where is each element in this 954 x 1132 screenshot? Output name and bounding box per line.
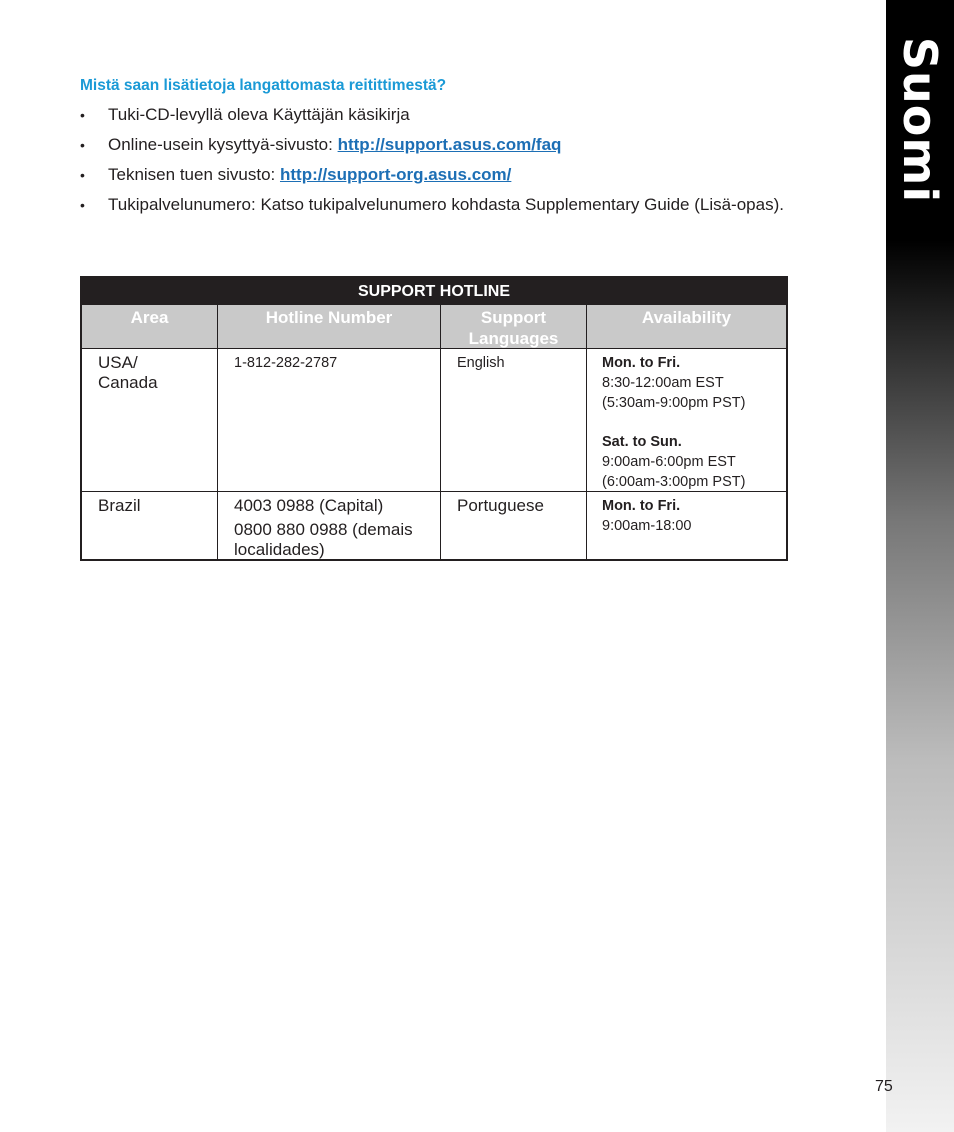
- support-link[interactable]: http://support-org.asus.com/: [279, 165, 512, 184]
- list-item: [80, 105, 850, 125]
- page-number: 75: [875, 1078, 893, 1095]
- table-cell-availability: [587, 348, 786, 491]
- availability-time: 8:30-12:00am EST: [602, 375, 724, 391]
- list-item-text: Online-usein kysyttyä-sivusto:: [108, 135, 338, 154]
- language-text: Portuguese: [457, 496, 544, 515]
- table-cell-number: [218, 348, 441, 491]
- section-heading: Mistä saan lisätietoja langattomasta reitittimestä?: [80, 77, 447, 94]
- column-header-hotline-number: Hotline Number: [218, 304, 441, 348]
- hotline-number: 0800 880 0988 (demais localidades): [234, 520, 413, 559]
- side-tab-title: [886, 0, 954, 240]
- list-item-text: Tuki-CD-levyllä oleva Käyttäjän käsikirja: [108, 105, 410, 124]
- list-item: [80, 165, 850, 185]
- list-item: [80, 135, 850, 155]
- table-cell-language: [441, 348, 587, 491]
- availability-time: (6:00am-3:00pm PST): [602, 474, 746, 490]
- hotline-number: 4003 0988 (Capital): [234, 496, 384, 515]
- availability-days: Sat. to Sun.: [602, 434, 682, 450]
- availability-time: 9:00am-18:00: [602, 518, 692, 534]
- area-text: Brazil: [98, 496, 141, 515]
- column-header-area: Area: [82, 304, 218, 348]
- column-header-support-languages: Support Languages: [441, 304, 587, 348]
- list-item: [80, 195, 850, 215]
- column-header-availability: Availability: [587, 304, 786, 348]
- list-item-text: Teknisen tuen sivusto:: [108, 165, 280, 184]
- availability-time: (5:30am-9:00pm PST): [602, 395, 746, 411]
- area-text: USA/ Canada: [98, 353, 158, 392]
- table-cell-number: [218, 491, 441, 559]
- hotline-number: 1-812-282-2787: [234, 355, 338, 371]
- availability-days: Mon. to Fri.: [602, 498, 681, 514]
- availability-time: 9:00am-6:00pm EST: [602, 454, 736, 470]
- table-cell-area: [82, 491, 218, 559]
- list-item-text: Tukipalvelunumero: Katso tukipalvelunumero kohdasta Supplementary Guide (Lisä-opas).: [108, 195, 784, 214]
- info-list: [80, 105, 850, 225]
- faq-link[interactable]: http://support.asus.com/faq: [337, 135, 562, 154]
- language-text: English: [457, 355, 505, 371]
- side-tab-label: Suomi: [893, 36, 947, 204]
- table-cell-area: [82, 348, 218, 491]
- table-cell-availability: [587, 491, 786, 559]
- support-hotline-table: [80, 276, 788, 561]
- table-grid: [82, 304, 786, 559]
- table-cell-language: [441, 491, 587, 559]
- availability-days: Mon. to Fri.: [602, 355, 681, 371]
- table-title: SUPPORT HOTLINE: [82, 278, 786, 304]
